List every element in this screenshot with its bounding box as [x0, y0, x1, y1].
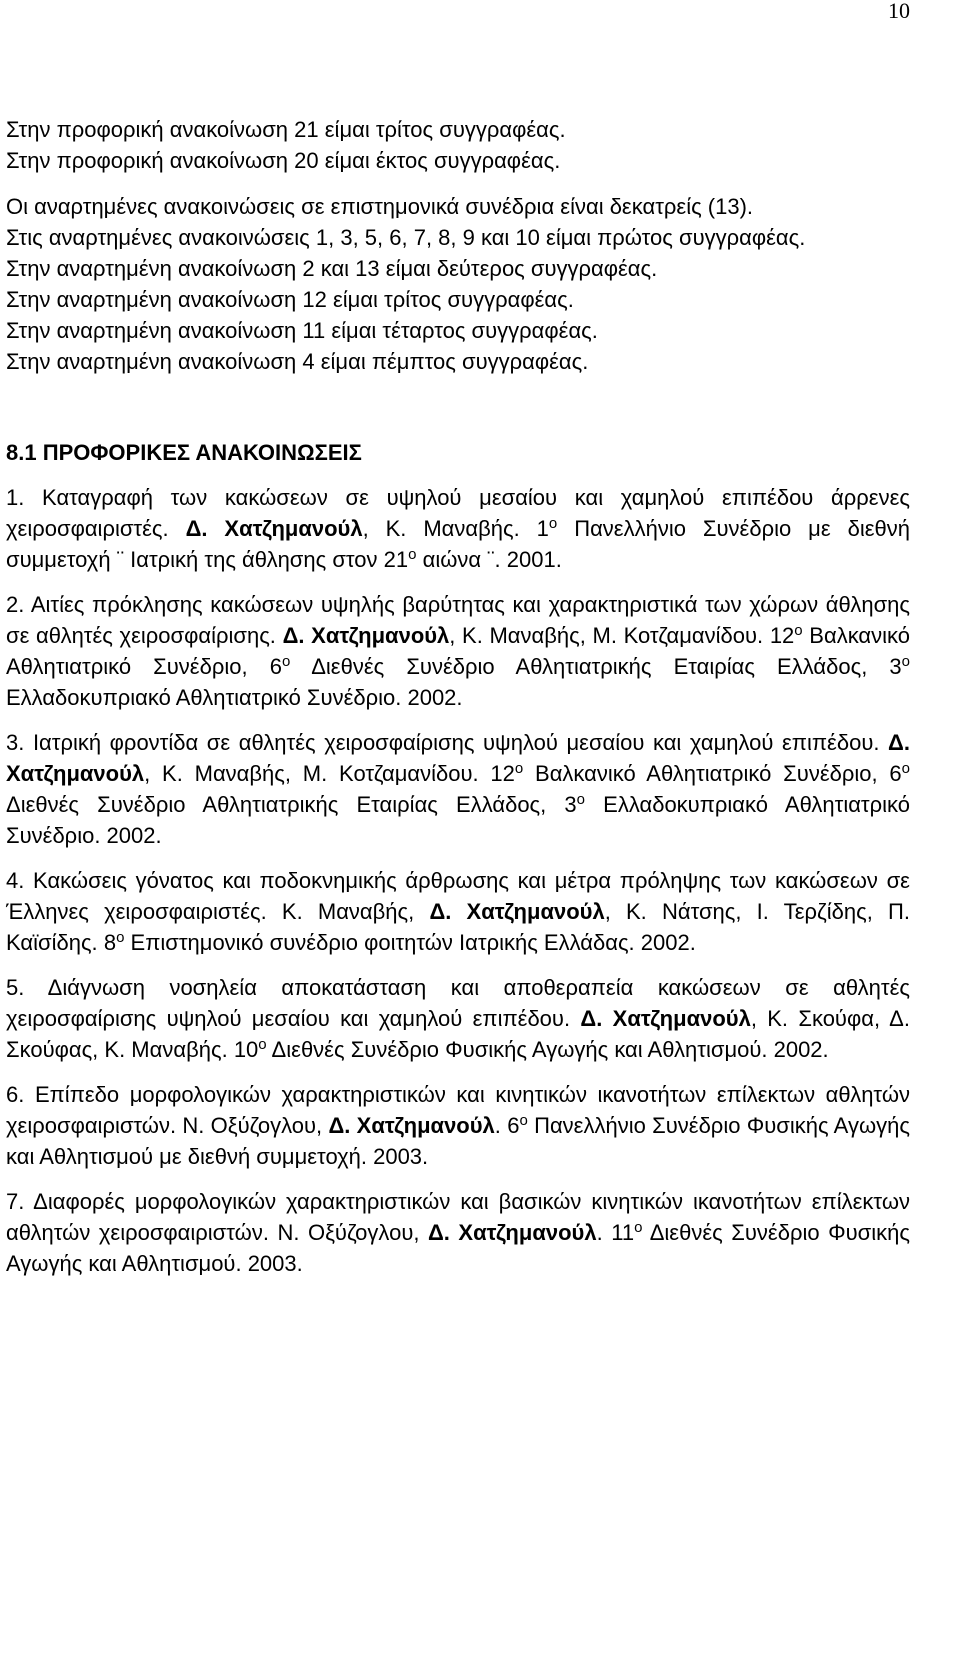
intro-line: Στην προφορική ανακοίνωση 20 είμαι έκτος συγγραφέας.: [6, 148, 561, 173]
intro-line: Στην προφορική ανακοίνωση 21 είμαι τρίτος συγγραφέας.: [6, 117, 566, 142]
section-heading: 8.1 ΠΡΟΦΟΡΙΚΕΣ ΑΝΑΚΟΙΝΩΣΕΙΣ: [6, 440, 362, 465]
intro-line: Οι αναρτημένες ανακοινώσεις σε επιστημονικά συνέδρια είναι δεκατρείς (13).: [6, 194, 754, 219]
intro-line: Στην αναρτημένη ανακοίνωση 2 και 13 είμαι δεύτερος συγγραφέας.: [6, 256, 658, 281]
publication-venue: Διεθνές Συνέδριο Φυσικής Αγωγής και Αθλητισμού. 2003.: [6, 1220, 910, 1276]
ordinal-superscript: ο: [514, 760, 524, 777]
intro-group-posters: [6, 191, 910, 377]
ordinal-superscript: ο: [576, 791, 585, 808]
publication-title: Διαφορές μορφολογικών χαρακτηριστικών και βασικών κινητικών ικανοτήτων επίλεκτων αθλητών χειροσφαιριστών. Ν. Οξύζογλου,: [6, 1189, 910, 1245]
publication-coauthors: .: [494, 1113, 501, 1138]
publication-entry: [6, 727, 910, 851]
publication-venue: Διεθνές Συνέδριο Αθλητιατρικής Εταιρίας Ελλάδος, 3: [6, 792, 577, 817]
ordinal-superscript: ο: [901, 653, 910, 670]
publication-author-highlight: Δ. Χατζημανούλ: [427, 1220, 597, 1245]
publication-entry: [6, 972, 910, 1065]
publication-entry: [6, 1186, 910, 1279]
publication-venue: 1: [536, 516, 549, 541]
publication-venue: 12: [769, 623, 795, 648]
publication-coauthors: , Κ. Μαναβής, Μ. Κοτζαμανίδου.: [144, 761, 479, 786]
publication-venue: Βαλκανικό Αθλητιατρικό Συνέδριο, 6: [6, 623, 910, 679]
intro-line: Στις αναρτημένες ανακοινώσεις 1, 3, 5, 6, 7, 8, 9 και 10 είμαι πρώτος συγγραφέας.: [6, 225, 806, 250]
publication-title: Κακώσεις γόνατος και ποδοκνημικής άρθρωσης και μέτρα πρόληψης των κακώσεων σε Έλληνες χειροσφαιριστές. Κ. Μαναβής,: [6, 868, 910, 924]
ordinal-superscript: ο: [548, 515, 558, 532]
publication-entry: [6, 1079, 910, 1172]
publication-number: 5.: [6, 975, 25, 1000]
publication-number: 7.: [6, 1189, 25, 1214]
ordinal-superscript: ο: [901, 760, 910, 777]
publication-title: Ιατρική φροντίδα σε αθλητές χειροσφαίρισης υψηλού μεσαίου και χαμηλού επιπέδου.: [32, 730, 880, 755]
publication-venue: 6: [507, 1113, 520, 1138]
publication-title: Διάγνωση νοσηλεία αποκατάσταση και αποθεραπεία κακώσεων σε αθλητές χειροσφαίρισης υψηλού μεσαίου και χαμηλού επιπέδου.: [6, 975, 910, 1031]
publication-venue: Επιστημονικό συνέδριο φοιτητών Ιατρικής Ελλάδας. 2002.: [130, 930, 696, 955]
publication-venue: 10: [233, 1037, 259, 1062]
intro-group-oral: [6, 114, 910, 176]
page-number: 10: [888, 0, 910, 23]
publication-venue: αιώνα ¨. 2001.: [422, 547, 562, 572]
publication-venue: Πανελλήνιο Συνέδριο με διεθνή συμμετοχή ¨ Ιατρική της άθλησης στον 21: [6, 516, 910, 572]
publication-coauthors: , Κ. Μαναβής, Μ. Κοτζαμανίδου.: [449, 623, 764, 648]
intro-line: Στην αναρτημένη ανακοίνωση 11 είμαι τέταρτος συγγραφέας.: [6, 318, 598, 343]
publication-coauthors: , Κ. Σκούφα, Δ. Σκούφας, Κ. Μαναβής.: [6, 1006, 910, 1062]
publication-coauthors: , Κ. Μαναβής.: [362, 516, 520, 541]
publication-author-highlight: Δ. Χατζημανούλ: [6, 730, 910, 786]
publication-venue: Ελλαδοκυπριακό Αθλητιατρικό Συνέδριο. 2002.: [6, 792, 910, 848]
publication-entry: [6, 482, 910, 575]
publication-title: Καταγραφή των κακώσεων σε υψηλού μεσαίου και χαμηλού επιπέδου άρρενες χειροσφαιριστές.: [6, 485, 910, 541]
publication-entry: [6, 865, 910, 958]
publication-venue: 12: [490, 761, 515, 786]
ordinal-superscript: ο: [281, 653, 291, 670]
document-body: [6, 114, 910, 1293]
ordinal-superscript: ο: [519, 1112, 528, 1129]
publication-number: 1.: [6, 485, 25, 510]
ordinal-superscript: ο: [794, 622, 803, 639]
ordinal-superscript: ο: [408, 546, 417, 563]
publication-number: 2.: [6, 592, 25, 617]
intro-line: Στην αναρτημένη ανακοίνωση 12 είμαι τρίτος συγγραφέας.: [6, 287, 574, 312]
publication-title: Επίπεδο μορφολογικών χαρακτηριστικών και κινητικών ικανοτήτων επίλεκτων αθλητών χειροσφαιριστών. Ν. Οξύζογλου,: [6, 1082, 910, 1138]
publication-coauthors: .: [596, 1220, 603, 1245]
publication-author-highlight: Δ. Χατζημανούλ: [328, 1113, 495, 1138]
ordinal-superscript: ο: [634, 1219, 643, 1236]
publication-number: 6.: [6, 1082, 25, 1107]
publication-number: 3.: [6, 730, 25, 755]
publication-number: 4.: [6, 868, 25, 893]
publication-venue: Πανελλήνιο Συνέδριο Φυσικής Αγωγής και Αθλητισμού με διεθνή συμμετοχή. 2003.: [6, 1113, 910, 1169]
ordinal-superscript: ο: [258, 1036, 267, 1053]
publication-venue: Ελλαδοκυπριακό Αθλητιατρικό Συνέδριο. 2002.: [6, 685, 463, 710]
intro-line: Στην αναρτημένη ανακοίνωση 4 είμαι πέμπτος συγγραφέας.: [6, 349, 589, 374]
publication-venue: 11: [611, 1220, 635, 1245]
publication-author-highlight: Δ. Χατζημανούλ: [580, 1006, 751, 1031]
publication-venue: 8: [103, 930, 117, 955]
publication-venue: Διεθνές Συνέδριο Φυσικής Αγωγής και Αθλητισμού. 2002.: [271, 1037, 829, 1062]
publication-venue: Διεθνές Συνέδριο Αθλητιατρικής Εταιρίας Ελλάδος, 3: [311, 654, 902, 679]
publication-entry: [6, 589, 910, 713]
publication-title: Αιτίες πρόκλησης κακώσεων υψηλής βαρύτητας και χαρακτηριστικά των χώρων άθλησης σε αθλητές χειροσφαίρισης.: [6, 592, 910, 648]
publication-coauthors: , Κ. Νάτσης, Ι. Τερζίδης, Π. Καϊσίδης.: [6, 899, 910, 955]
publication-venue: Βαλκανικό Αθλητιατρικό Συνέδριο, 6: [535, 761, 902, 786]
publication-author-highlight: Δ. Χατζημανούλ: [282, 623, 450, 648]
publication-author-highlight: Δ. Χατζημανούλ: [185, 516, 363, 541]
publication-author-highlight: Δ. Χατζημανούλ: [429, 899, 605, 924]
ordinal-superscript: ο: [116, 929, 125, 946]
